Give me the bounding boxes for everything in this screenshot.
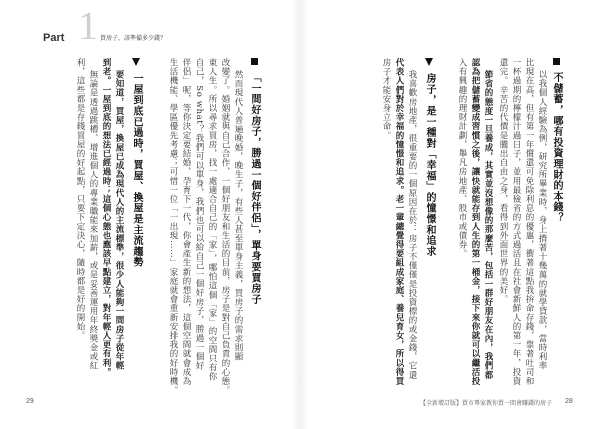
right-page-number: 28 <box>565 398 573 405</box>
paragraph-line: 比現在高，但有第一年償還可免除利息的優惠，衝著這點我拚命存錢，靠著吐司和 <box>524 58 534 386</box>
left-page-number: 29 <box>26 398 34 405</box>
paragraph-line: 無論是透過跳槽、增進個人的專業職能來加薪，或是妥善運用年終獎金或紅 <box>88 70 98 371</box>
section4-heading <box>130 58 142 268</box>
paragraph-line: 自己，So what？我們可以單身，我們也可以給自己一個好房子，勝過一個好 <box>194 58 204 371</box>
paragraph-line-emphasis: 要知道，買屋，換屋已成為現代人的主流標準，很少人能夠一間房子從年輕 <box>114 70 124 371</box>
paragraph-line: 東人生。所以尋求買房，找一處適合自己的「家」，哪怕這個「家」的空間只有你 <box>207 58 217 382</box>
paragraph-line: 房子才能安身立命。 <box>381 58 391 140</box>
section3-title: 「一間好房子，勝過一個好伴侶」，單身要買房子 <box>249 72 260 305</box>
part-number: 1 <box>78 3 98 48</box>
paragraph-line: 一杯過期的檸檬汁過日子，並用最儉省的方式過活且在社會新鮮人的第一年，投資 <box>511 58 521 386</box>
section4-title: 一屋到底已過時，買屋、換屋是主流趨勢 <box>131 73 142 268</box>
paragraph-line: 以我個人經驗為例，研究所畢業時，身上揹著十幾萬的就學貸款，當時利率 <box>537 70 547 371</box>
paragraph-line-emphasis: 到老。一屋到底的想法已經過時；這個心態也應該早點建立，對年輕人更有利。 <box>101 58 111 377</box>
section2-heading <box>423 58 435 257</box>
part-title: 買房子，該準備多少錢？ <box>100 35 167 42</box>
square-bullet-icon <box>251 58 258 65</box>
paragraph-line: 入有興趣的理財計劃，舉凡房地產、股市或債券。 <box>457 58 467 259</box>
square-bullet-icon <box>553 58 560 65</box>
paragraph-line: 還完。辛苦的代價是騰出自由之身，看得到外面世界的美好。 <box>498 58 508 304</box>
triangle-bullet-icon <box>132 58 140 66</box>
section3-heading <box>248 58 260 305</box>
section1-heading <box>550 58 562 224</box>
section1-title: 不儲蓄，哪有投資理財的本錢？ <box>551 72 562 224</box>
paragraph-line: 我喜歡房地產，很重要的一個原因在於：房子不僅僅是投資標的或金錢，它還 <box>407 70 417 380</box>
part-label: Part <box>43 32 65 44</box>
running-title: 【全新增訂版】買市專家教你買一間會賺錢的房子 <box>420 400 553 407</box>
paragraph-line-emphasis: 代表人們對於幸福的憧憬和追求。老一輩總覺得要組成家庭、養兒育女，所以得買 <box>394 58 404 386</box>
paragraph-line: 生活機能、學區優先考慮；可惜一位「一出現……」家庭就會重新安排我的好時機。 <box>168 58 178 395</box>
paragraph-line-emphasis: 認為把儲蓄變成習慣之後，讓快就能存到人生的第一桶金，接下來你就可以繼活投 <box>470 58 480 386</box>
triangle-bullet-icon <box>425 58 433 66</box>
paragraph-line: 改變了。婚姻就與自己合作，一個好朋友和生活的目前，房子是對自己負責的心態。 <box>220 58 230 395</box>
book-gutter <box>291 0 309 429</box>
paragraph-line: 然而現代人普遍晚婚，晚生子，有些人甚至單身主義，買房子的需求則顯 <box>233 70 243 362</box>
paragraph-line-emphasis: 節省的態度一旦養成，其實並沒想像的那麼苦，包括一群好朋友在內，我們都 <box>483 70 493 380</box>
paragraph-line: 伴侶」呢，等你決定要結婚，孕育下一代，你會產生新的想法，這個空間就會成為 <box>181 58 191 386</box>
section2-title: 房子，是一種對「幸福」的憧憬和追求 <box>424 73 435 257</box>
paragraph-line: 利，這些都是存錢買屋的好起點，只要下定決心，隨時都是好的開始。 <box>75 58 85 341</box>
